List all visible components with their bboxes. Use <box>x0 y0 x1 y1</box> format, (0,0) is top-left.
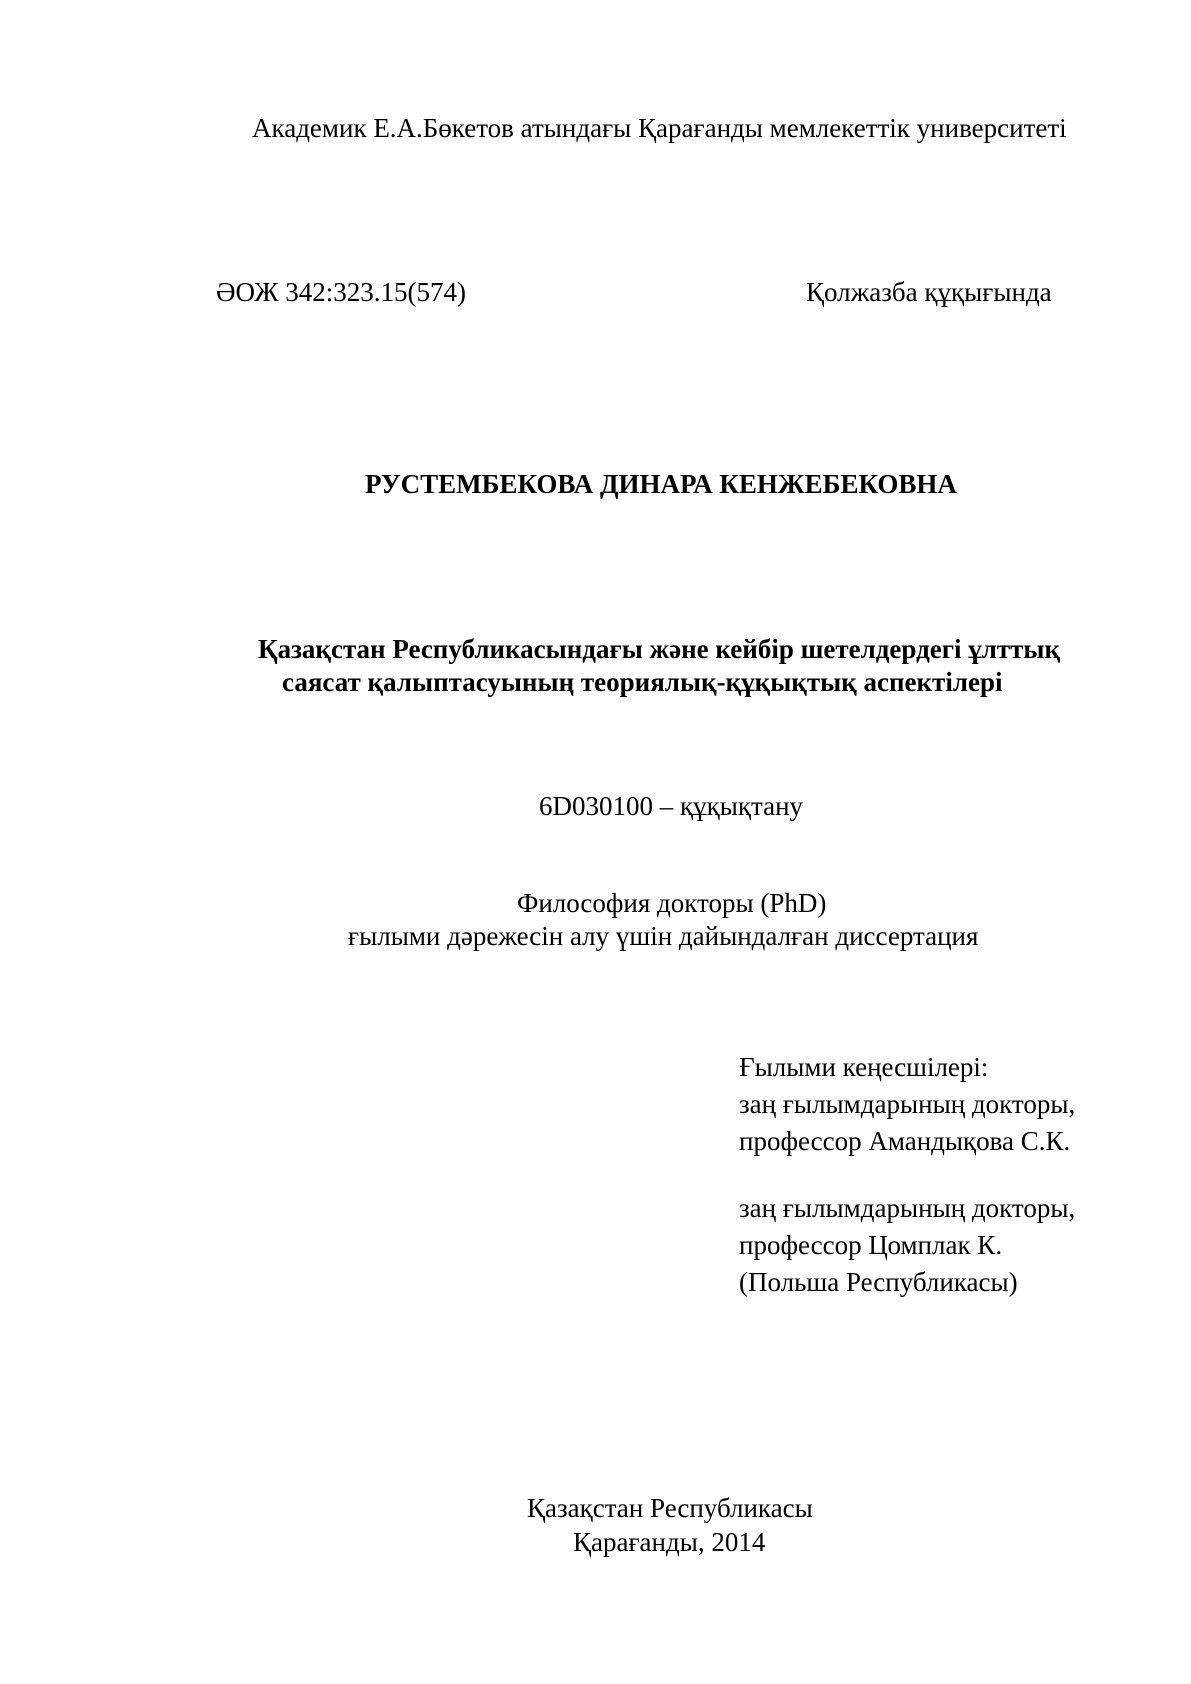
footer-city-year: Қарағанды, 2014 <box>573 1527 766 1557</box>
advisor-1-name: профессор Амандықова С.К. <box>739 1126 1071 1156</box>
university-name: Академик Е.А.Бөкетов атындағы Қарағанды мемлекеттік университеті <box>252 113 1067 143</box>
advisor-2-country: (Польша Республикасы) <box>739 1267 1018 1297</box>
degree-line-1: Философия докторы (PhD) <box>517 888 827 918</box>
advisors-spacer <box>739 1162 1075 1192</box>
udc-code: ӘОЖ 342:323.15(574) <box>216 277 467 307</box>
degree-line-2: ғылыми дәрежесін алу үшін дайындалған диссертация <box>348 921 979 951</box>
dissertation-title-line-2: саясат қалыптасуының теориялық-құқықтық аспектілері <box>282 667 1003 697</box>
advisors-block <box>739 1051 1075 1303</box>
dissertation-title-line-1: Қазақстан Республикасындағы және кейбір шетелдердегі ұлттық <box>258 634 1061 664</box>
author-name: РУСТЕМБЕКОВА ДИНАРА КЕНЖЕБЕКОВНА <box>365 469 957 499</box>
advisors-heading: Ғылыми кеңесшілері: <box>739 1052 989 1082</box>
specialty-code: 6D030100 – құқықтану <box>539 791 804 821</box>
advisor-2-name: профессор Цомплак К. <box>739 1230 1003 1260</box>
footer-country: Қазақстан Республикасы <box>527 1493 813 1523</box>
advisor-2-degree: заң ғылымдарының докторы, <box>739 1193 1076 1223</box>
advisor-1-degree: заң ғылымдарының докторы, <box>739 1089 1076 1119</box>
manuscript-note: Қолжазба құқығында <box>806 277 1052 307</box>
